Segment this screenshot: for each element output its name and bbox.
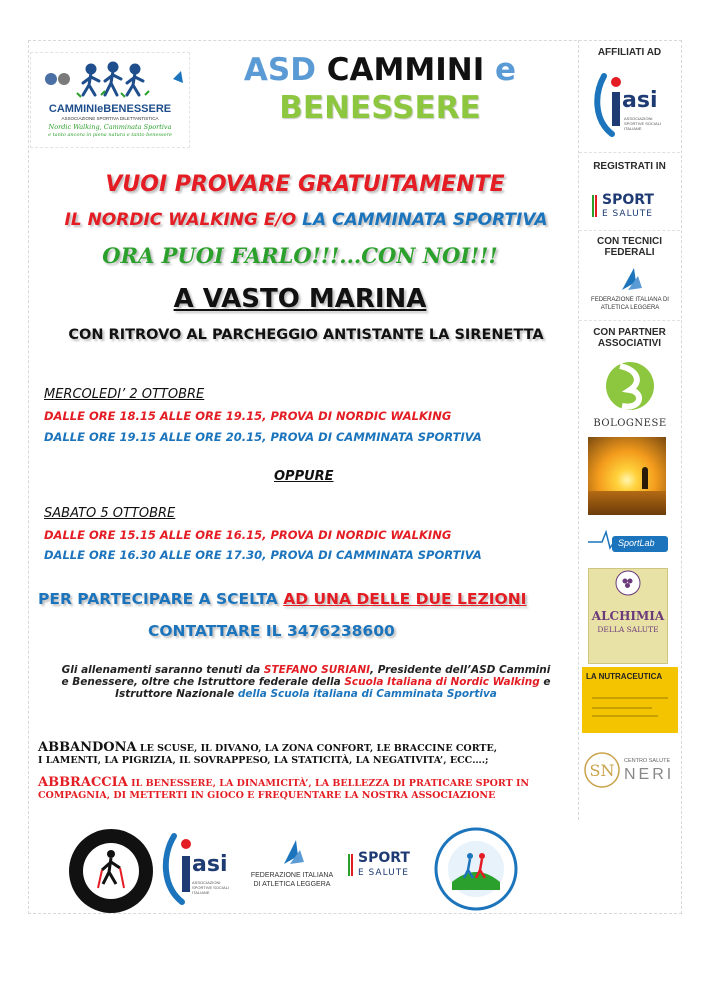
day-2-camminata: DALLE ORE 16.30 ALLE ORE 17.30, PROVA DI CAMMINATA SPORTIVA [44,548,482,562]
day-2-date: SABATO 5 OTTOBRE [44,506,176,521]
nutraceutica-details-2 [592,707,652,709]
logo-tagline-1: Nordic Walking, Camminata Sportiva [48,123,172,131]
alchimia-text-1: ALCHIMIA [591,609,665,623]
footer-asi-logo [160,826,240,910]
horizon-line [588,491,666,515]
oppure: OPPURE [274,469,334,484]
title-cammini: CAMMINI [326,52,485,88]
sportlab-text: SportLab [618,538,655,548]
logo-title: CAMMINIeBENESSERE [48,103,172,115]
nutraceutica-details [592,697,668,699]
fidal-text-side: FEDERAZIONE ITALIANA DI ATLETICA LEGGERA [591,297,669,311]
asi-subtext-side: ASSOCIAZIONI SPORTIVE SOCIALI ITALIANE [624,116,662,131]
sportlab-logo [588,520,670,562]
tecnici-label: CON TECNICI FEDERALI [597,236,662,258]
affiliati-label: AFFILIATI AD [597,47,662,58]
alchimia-text-2: DELLA SALUTE [597,625,659,634]
camminata-text: LA CAMMINATA SPORTIVA [302,210,548,230]
sport-footer-bar-2 [351,854,353,876]
day-1-date: MERCOLEDI’ 2 OTTOBRE [44,387,205,402]
nutraceutica-box [582,667,678,733]
abbraccia-block [38,775,578,802]
asi-footer-text: asi [192,852,228,877]
footer-scuola-cs-logo [428,826,524,912]
sport-footer-bar [348,854,350,876]
partecipa-text: PER PARTECIPARE A SCELTA [38,590,284,608]
salute-text-side: E SALUTE [602,209,653,219]
neri-logo [582,750,678,794]
lezioni-text: AD UNA DELLE DUE LEZIONI [283,590,527,608]
neri-small-text: CENTRO SALUTE [624,758,671,764]
partecipa-line [38,590,526,608]
sport-text-side: SPORT [602,192,654,208]
logo-tagline-2: e tanto ancora in piena natura e tanto benessere [48,132,172,138]
side-sep-2 [579,230,680,231]
sunset-photo [588,437,666,515]
headline-line-2 [36,210,576,230]
asi-footer-subtext: ASSOCIAZIONI SPORTIVE SOCIALI ITALIANE [192,880,230,895]
abbandona-line-2: I LAMENTI, LA PIGRIZIA, IL SOVRAPPESO, LA STATICITÀ, LA NEGATIVITA’, ECC….; [38,755,489,766]
fidal-icon [584,264,676,294]
sidebar-divider [578,40,579,820]
day-1-nordic: DALLE ORE 18.15 ALLE ORE 19.15, PROVA DI NORDIC WALKING [44,409,452,423]
sport-bar-icon-2 [595,195,597,217]
bolognese-icon [586,356,674,418]
side-sep-3 [579,320,680,321]
headline: VUOI PROVARE GRATUITAMENTE [105,172,505,197]
page-title [200,52,560,88]
headline-line-3: ORA PUOI FARLO!!!...CON NOI!!! [102,243,498,268]
salute-footer-text: E SALUTE [358,868,409,878]
abbraccia-line-2: COMPAGNIA, DI METTERTI IN GIOCO E FREQUENTARE LA NOSTRA ASSOCIAZIONE [38,790,496,801]
scuola-nw-text [66,864,156,865]
school-cs: della Scuola italiana di Camminata Sportiva [237,688,497,700]
trainer-line-3: Istruttore Nazionale della Scuola italiana di Camminata Sportiva [115,688,497,700]
trainer-info [36,664,576,700]
footer-sport-salute-logo [346,850,422,884]
footer-fidal-logo [244,836,340,896]
bolognese-text: BOLOGNESE [593,418,667,429]
asi-logo-side [590,64,670,144]
meeting-point: CON RITROVO AL PARCHEGGIO ANTISTANTE LA SIRENETTA [68,327,544,343]
abbandona-line-1: ABBANDONA LE SCUSE, IL DIVANO, LA ZONA CONFORT, LE BRACCINE CORTE, [38,740,498,755]
fidal-footer-text-1: FEDERAZIONE ITALIANA [250,872,334,879]
trainer-line-1: Gli allenamenti saranno tenuti da STEFANO SURIANI, Presidente dell’ASD Cammini [61,664,551,676]
nutraceutica-details-3 [592,715,658,717]
sport-salute-side [590,192,670,222]
sport-bar-icon [592,195,594,217]
alchimia-logo [588,568,668,664]
fidal-side [584,264,676,318]
trainer-line-2: e Benessere, oltre che Istruttore federale della Scuola Italiana di Nordic Walking e [61,676,551,688]
footer-scuola-nw-logo [66,826,156,916]
neri-icon [582,750,622,790]
camminata-school-icon [428,826,524,912]
side-sep-1 [579,152,680,153]
registrati-label: REGISTRATI IN [593,161,666,172]
cammini-logo [30,52,190,148]
day-1-camminata: DALLE ORE 19.15 ALLE ORE 20.15, PROVA DI CAMMINATA SPORTIVA [44,430,482,444]
logo-subtitle: ASSOCIAZIONE SPORTIVA DILETTANTISTICA [61,116,159,121]
title-benessere: BENESSERE [279,90,481,126]
neri-text: NERI [624,766,675,783]
scuola-cs-text [428,866,524,867]
school-nw: Scuola Italiana di Nordic Walking [344,676,540,688]
fidal-footer-icon [244,836,340,868]
abbandona-block [38,740,578,767]
nutraceutica-text: LA NUTRACEUTICA [586,672,663,681]
location: A VASTO MARINA [173,284,427,314]
title-asd: ASD [243,52,316,88]
nordic-walking-text: IL NORDIC WALKING E/O [64,210,303,230]
grape-icon [589,569,667,609]
nordic-walking-school-icon [66,826,156,916]
svg-text:SN: SN [589,761,615,780]
contact-line[interactable]: CONTATTARE IL 3476238600 [148,622,395,640]
bolognese-logo [586,356,674,432]
asi-text-side: asi [622,88,658,113]
fidal-footer-text-2: DI ATLETICA LEGGERA [253,881,331,888]
day-2-nordic: DALLE ORE 15.15 ALLE ORE 16.15, PROVA DI NORDIC WALKING [44,528,452,542]
person-silhouette-icon [642,467,648,489]
trainer-name: STEFANO SURIANI [263,664,371,676]
sport-footer-text: SPORT [358,850,410,866]
partner-label: CON PARTNER ASSOCIATIVI [593,327,666,349]
title-e: e [495,52,517,88]
abbraccia-line-1: ABBRACCIA IL BENESSERE, LA DINAMICITÀ’, LA BELLEZZA DI PRATICARE SPORT IN [38,775,530,790]
